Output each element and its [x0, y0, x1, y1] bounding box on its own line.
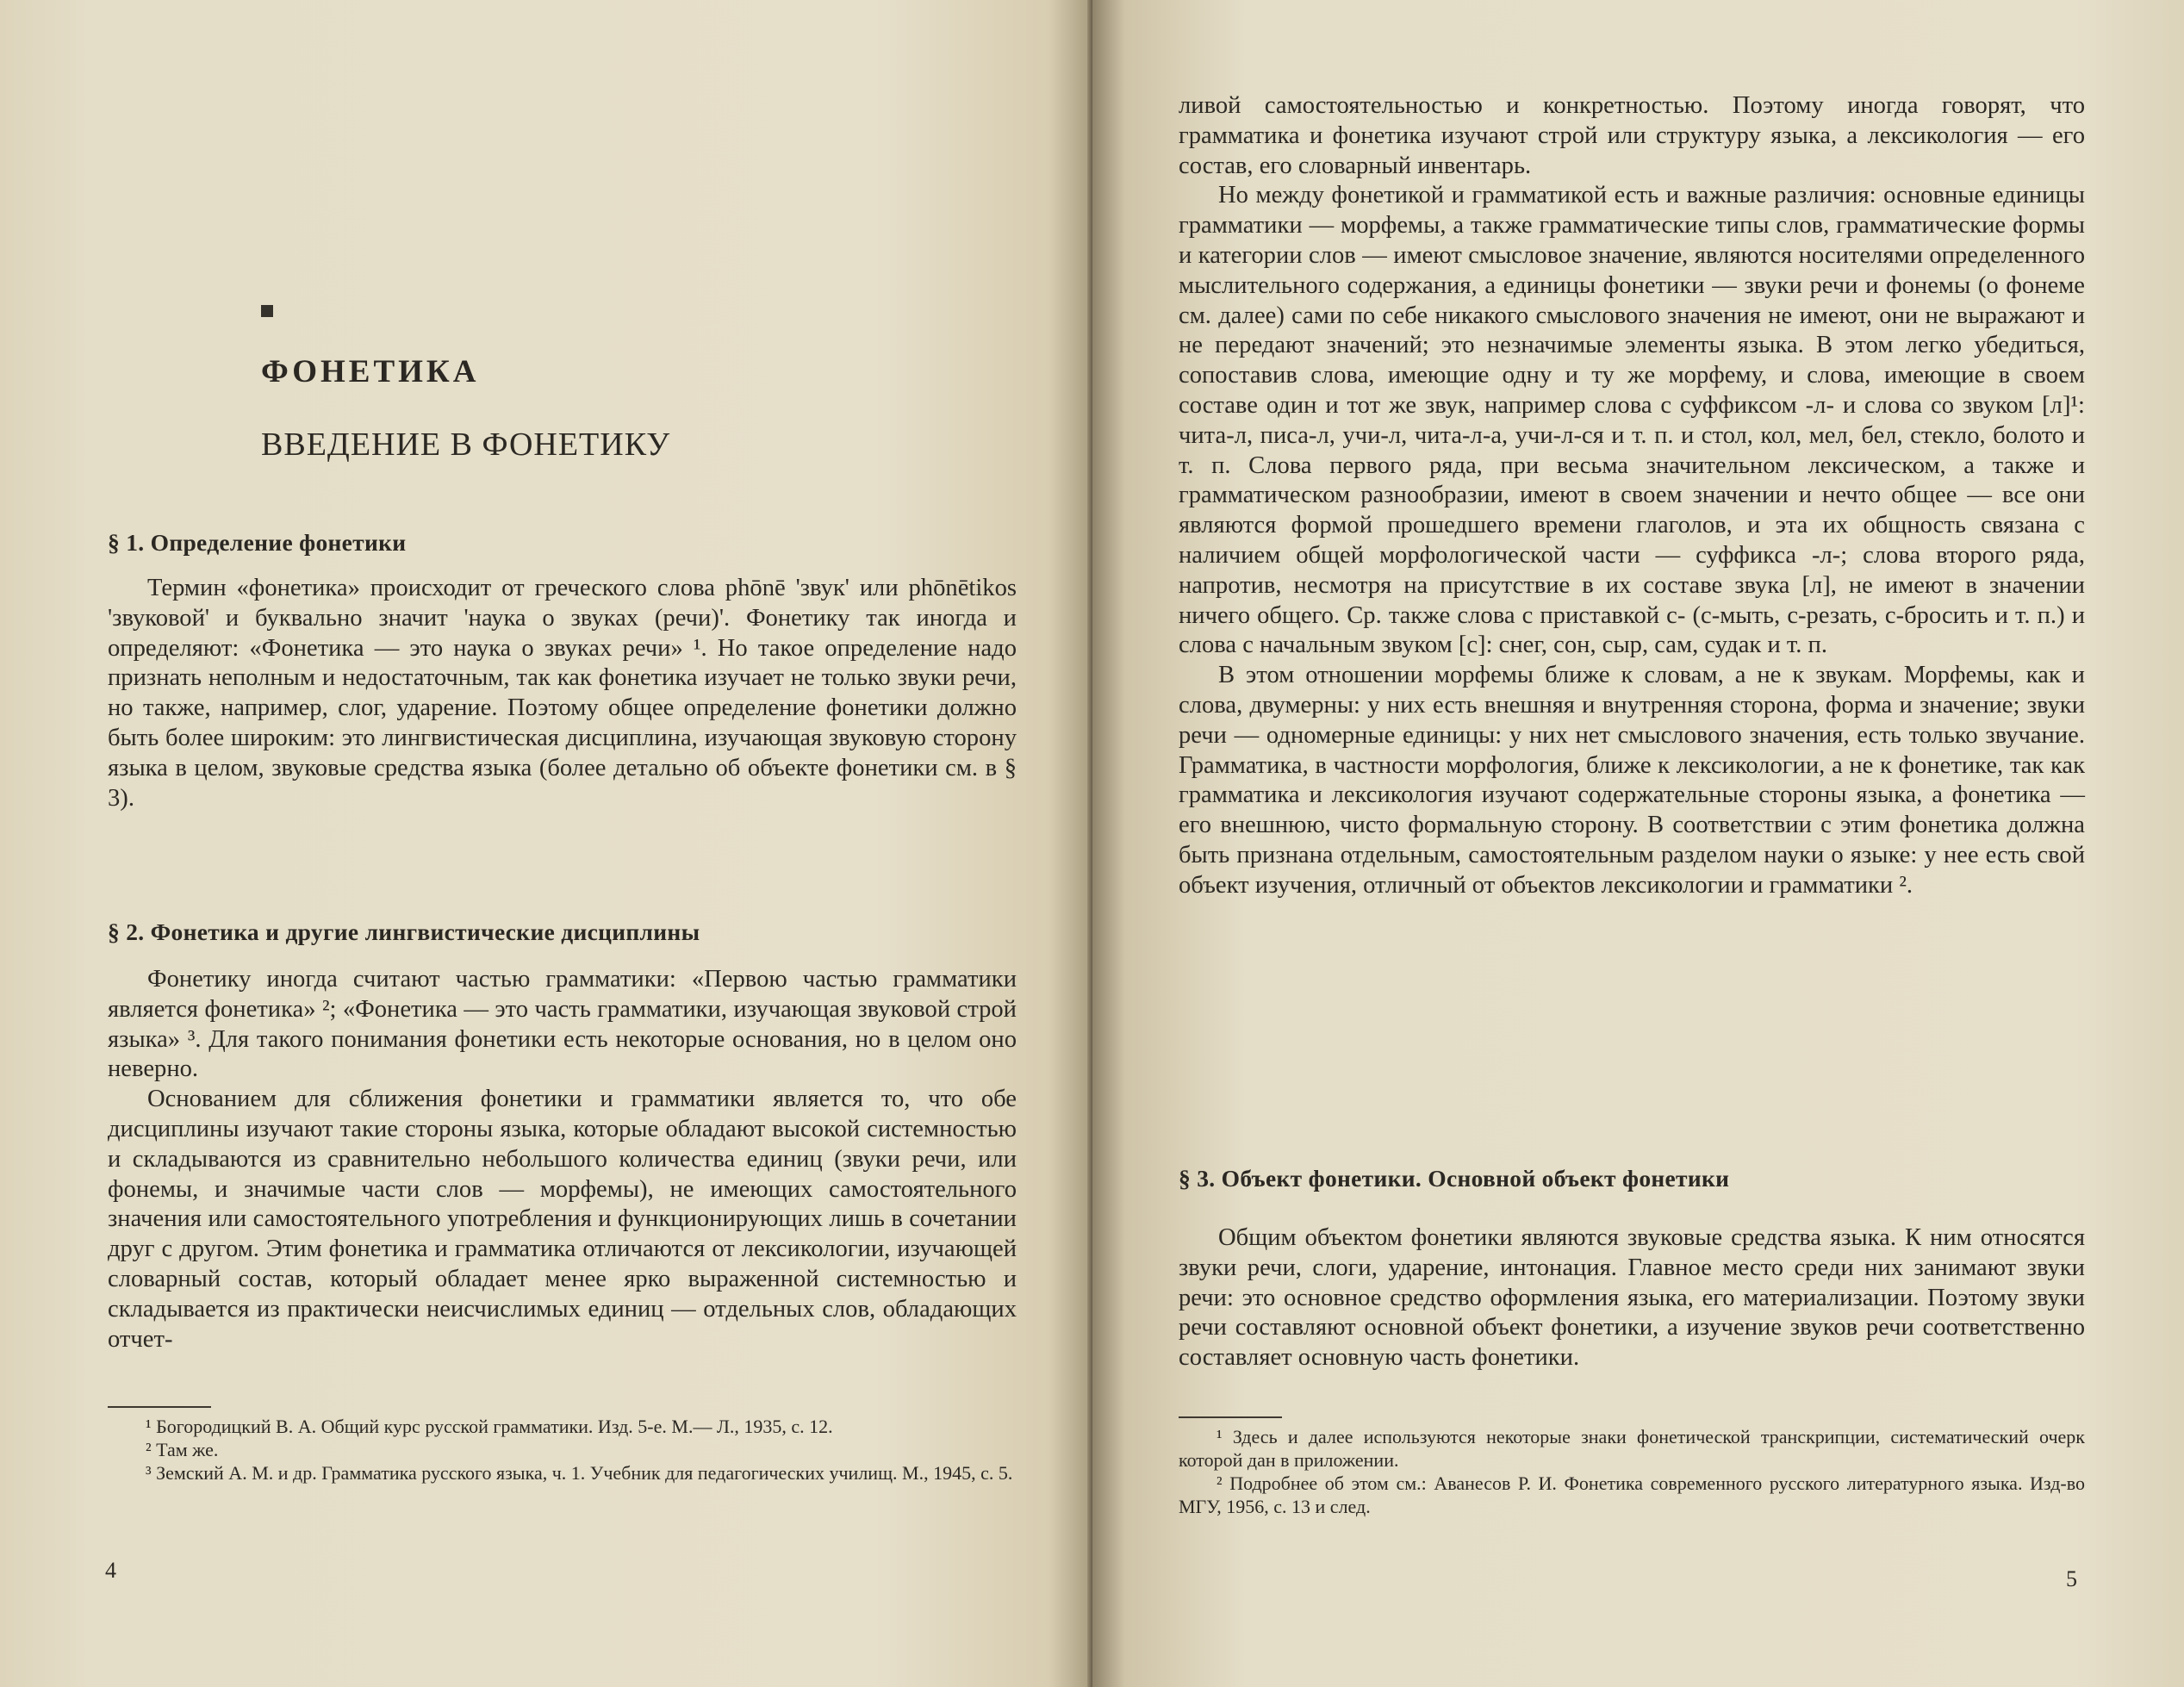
section-3-title: § 3. Объект фонетики. Основной объект фонетики — [1179, 1165, 1730, 1192]
section-2-paragraph-1: Фонетику иногда считают частью грамматики: «Первою частью грамматики является фонетика» ²; «Фонетика — это часть грамматики, изучающая звуковой строй языка» ³. Для такого понимания фонетики есть некоторые основания, но в целом оно неверно. — [108, 966, 1017, 1083]
right-footnotes — [1179, 1425, 2085, 1518]
section-3-paragraph: Общим объектом фонетики являются звуковые средства языка. К ним относятся звуки речи, слоги, ударение, интонация. Главное место среди них занимают звуки речи: это основное средство оформления языка, его материализации. Поэтому звуки речи составляют основной объект фонетики, а изучение звуков речи соответственно составляет основную часть фонетики. — [1179, 1224, 2085, 1372]
right-page — [1092, 0, 2184, 1687]
section-1-title: § 1. Определение фонетики — [108, 529, 407, 556]
section-2-title: § 2. Фонетика и другие лингвистические дисциплины — [108, 918, 700, 945]
footnote-2: ² Там же. — [146, 1439, 219, 1460]
section-3 — [1179, 1165, 2085, 1373]
footnote-right-1: ¹ Здесь и далее используются некоторые знаки фонетической транскрипции, систематический очерк которой дан в приложении. — [1179, 1426, 2085, 1471]
right-main-text — [1179, 91, 2085, 901]
chapter-bullet — [261, 305, 273, 317]
chapter-subheading: ВВЕДЕНИЕ В ФОНЕТИКУ — [261, 426, 671, 463]
right-paragraph-2: Но между фонетикой и грамматикой есть и важные различия: основные единицы грамматики — морфемы, а также грамматические типы слов, грамматические формы и категории слов — имеют смысловое значение, являются носителями определенного мыслительного содержания, а единицы фонетики — звуки речи и фонемы (о фонеме см. далее) сами по себе никакого смыслового значения не имеют, они не выражают и не передают значений; это незначимые элементы языка. В этом легко убедиться, сопоставив слова, имеющие одну и ту же морфему, и слова, имеющие в своем составе один и тот же звук, например слова с суффиксом -л- и слова со звуком [л]¹: чита-л, писа-л, учи-л, чита-л-а, учи-л-ся и т. п. и стол, кол, мел, бел, стекло, болото и т. п. Слова первого ряда, при весьма значительном лексическом, а также и грамматическом разнообразии, имеют в своем значении и нечто общее — все они являются формой прошедшего времени глаголов, и эта их общность связана с наличием общей морфологической части — суффикса -л-; слова второго ряда, напротив, несмотря на присутствие в их составе звука [л], не имеют в значении ничего общего. Ср. также слова с приставкой с- (с-мыть, с-резать, с-бросить и т. п.) и слова с начальным звуком [с]: снег, сон, сыр, сам, судак и т. п. — [1179, 182, 2085, 659]
left-footnotes — [108, 1415, 1017, 1485]
footnote-3: ³ Земский А. М. и др. Грамматика русского языка, ч. 1. Учебник для педагогических училищ. М., 1945, с. 5. — [146, 1462, 1013, 1484]
section-1 — [108, 529, 1017, 813]
page-number-right: 5 — [2066, 1566, 2077, 1591]
right-paragraph-1: ливой самостоятельностью и конкретностью. Поэтому иногда говорят, что грамматика и фонетика изучают строй или структуру языка, а лексикология — его состав, его словарный инвентарь. — [1179, 92, 2085, 179]
footnote-rule-right — [1179, 1416, 1282, 1418]
section-1-paragraph: Термин «фонетика» происходит от греческого слова phōnē 'звук' или phōnētikos 'звуковой' и буквально значит 'наука о звуках (речи)'. Фонетику так иногда и определяют: «Фонетика — это наука о звуках речи» ¹. Но такое определение надо признать неполным и недостаточным, так как фонетика изучает не только звуки речи, но также, например, слог, ударение. Поэтому общее определение фонетики должно быть более широким: это лингвистическая дисциплина, изучающая звуковую сторону языка в целом, звуковые средства языка (более детально об объекте фонетики см. в § 3). — [108, 575, 1017, 812]
chapter-heading: ФОНЕТИКА — [261, 354, 480, 389]
section-2 — [108, 918, 1017, 1354]
footnote-right-2: ² Подробнее об этом см.: Аванесов Р. И. Фонетика современного русского литературного языка. Изд-во МГУ, 1956, с. 13 и след. — [1179, 1472, 2085, 1517]
right-paragraph-3: В этом отношении морфемы ближе к словам, а не к звукам. Морфемы, как и слова, двумерны: у них есть внешняя и внутренняя сторона, форма и значение; звуки речи — одномерные единицы: у них нет смыслового значения, есть только звучание. Грамматика, в частности морфология, ближе к лексикологии, а не к фонетике, так как грамматика и лексикология изучают содержательные стороны языка, а фонетика — его внешнюю, чисто формальную сторону. В соответствии с этим фонетика должна быть признана отдельным, самостоятельным разделом науки о языке: у нее есть свой объект изучения, отличный от объектов лексикологии и грамматики ². — [1179, 662, 2085, 899]
footnote-1: ¹ Богородицкий В. А. Общий курс русской грамматики. Изд. 5-е. М.— Л., 1935, с. 12. — [146, 1416, 833, 1437]
footnote-rule — [108, 1406, 211, 1408]
section-2-paragraph-2: Основанием для сближения фонетики и грамматики является то, что обе дисциплины изучают такие стороны языка, которые обладают высокой системностью и складываются из сравнительно небольшого количества единиц (звуки речи, или фонемы, и значимые части слов — морфемы), не имеющих самостоятельного значения или самостоятельного употребления и функционирующих лишь в сочетании друг с другом. Этим фонетика и грамматика отличаются от лексикологии, изучающей словарный состав, который обладает менее ярко выраженной системностью и складывается из практически неисчислимых единиц — отдельных слов, обладающих отчет- — [108, 1086, 1017, 1353]
page-number-left: 4 — [105, 1558, 116, 1583]
